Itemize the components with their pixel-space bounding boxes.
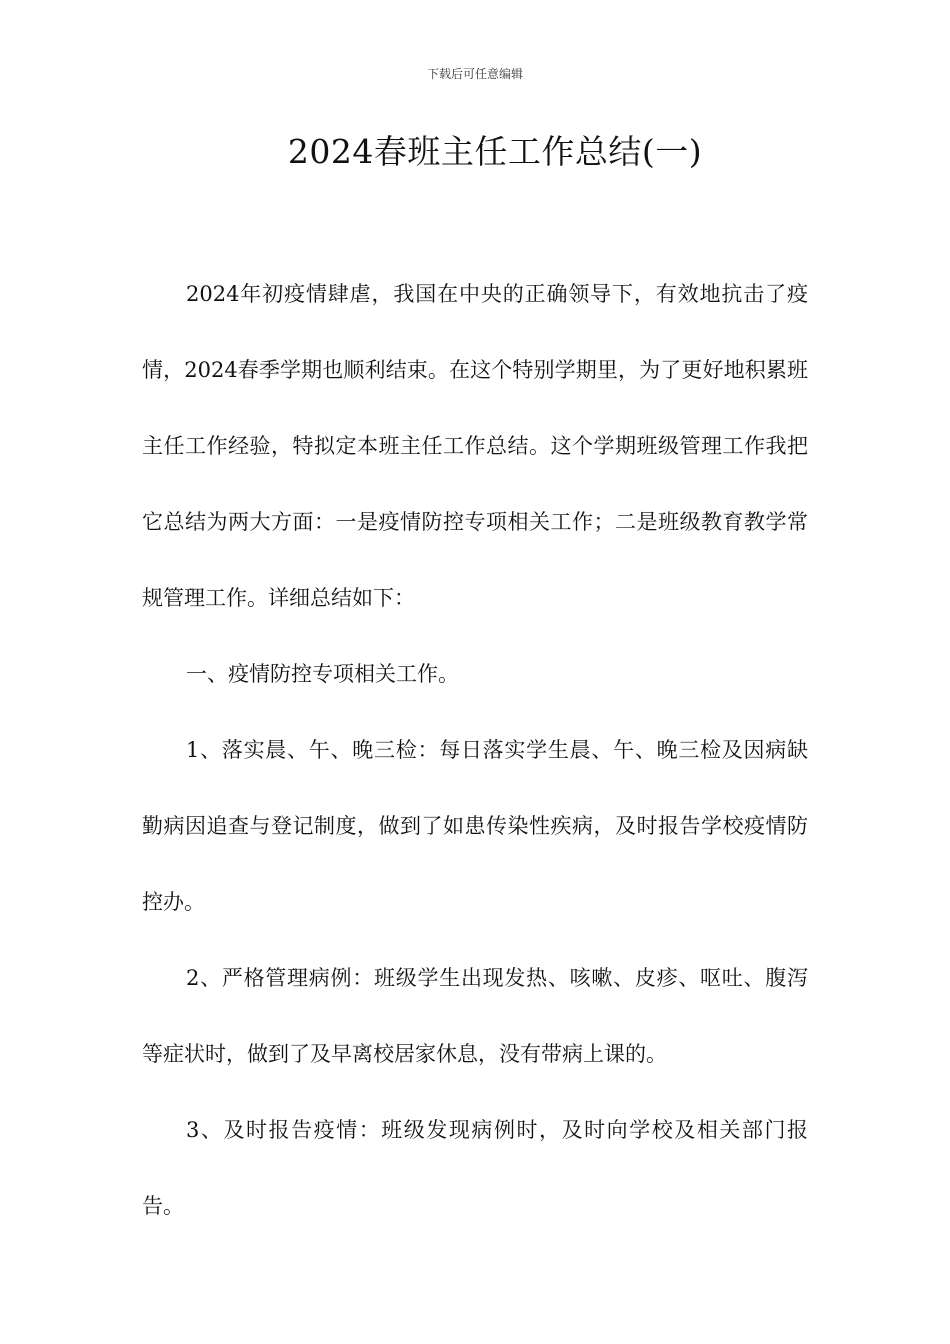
paragraph-item-1: 1、落实晨、午、晚三检：每日落实学生晨、午、晚三检及因病缺勤病因追查与登记制度，做到了如患传染性疾病，及时报告学校疫情防控办。 <box>142 738 808 914</box>
paragraph-item-3: 3、及时报告疫情：班级发现病例时，及时向学校及相关部门报告。 <box>142 1118 808 1218</box>
header-note: 下载后可任意编辑 <box>426 67 523 81</box>
paragraph-section-heading: 一、疫情防控专项相关工作。 <box>186 662 459 686</box>
document-body <box>142 256 808 1244</box>
document-title: 2024春班主任工作总结(一) <box>287 132 703 171</box>
paragraph-intro: 2024年初疫情肆虐，我国在中央的正确领导下，有效地抗击了疫情，2024春季学期也顺利结束。在这个特别学期里，为了更好地积累班主任工作经验，特拟定本班主任工作总结。这个学期班级管理工作我把它总结为两大方面：一是疫情防控专项相关工作；二是班级教育教学常规管理工作。详细总结如下： <box>142 282 808 610</box>
paragraph-item-2: 2、严格管理病例：班级学生出现发热、咳嗽、皮疹、呕吐、腹泻等症状时，做到了及早离校居家休息，没有带病上课的。 <box>142 966 808 1066</box>
